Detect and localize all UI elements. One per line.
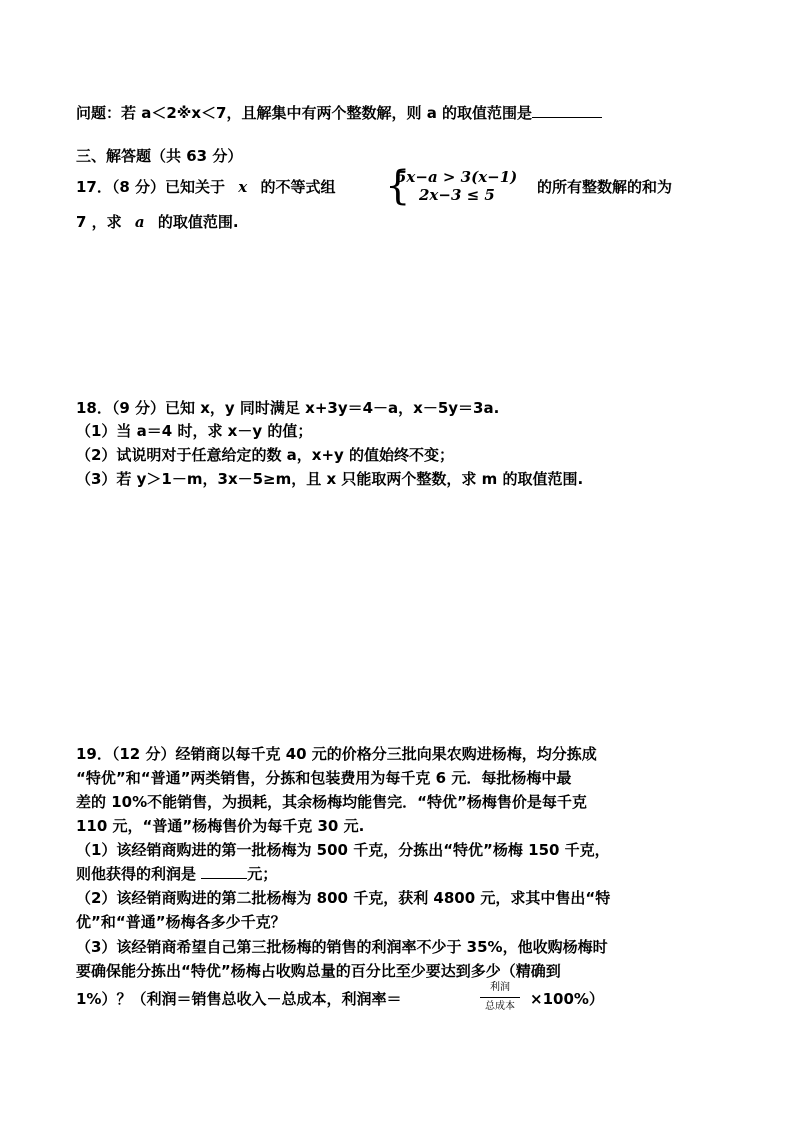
- question-19-part-2-cont: 优”和“普通”杨梅各多少千克？: [76, 913, 286, 931]
- question-18-part-3: （3）若 y＞1－m，3x－5≥m，且 x 只能取两个整数，求 m 的取值范围.: [76, 470, 584, 488]
- question-17-line-2: [76, 212, 239, 232]
- question-18-line-1: 18．（9 分）已知 x，y 同时满足 x+3y＝4－a，x－5y＝3a.: [76, 399, 500, 417]
- q17-line2-suffix: 的取值范围.: [157, 213, 239, 231]
- question-16-text: 问题：若 a＜2※x＜7，且解集中有两个整数解，则 a 的取值范围是: [76, 104, 533, 122]
- question-19-part-1-answer-line: [76, 864, 277, 884]
- fraction-numerator: 利润: [490, 982, 510, 993]
- q17-mid: 的不等式组: [260, 178, 336, 196]
- variable-x: x: [238, 178, 248, 196]
- q19-profit-prefix: 则他获得的利润是: [76, 865, 197, 883]
- inequality-row-1: 5x−a > 3(x−1): [396, 168, 518, 186]
- question-19-formula-suffix: ×100%）: [530, 990, 604, 1008]
- inequality-system: [385, 163, 535, 209]
- question-19-part-1: （1）该经销商购进的第一批杨梅为 500 千克，分拣出“特优”杨梅 150 千克，: [76, 841, 610, 859]
- inequality-row-2: 2x−3 ≤ 5: [419, 186, 495, 204]
- section-heading: 三、解答题（共 63 分）: [76, 147, 243, 165]
- question-18-part-2: （2）试说明对于任意给定的数 a，x+y 的值始终不变；: [76, 446, 455, 464]
- variable-a: a: [134, 213, 145, 231]
- q19-profit-suffix: 元；: [247, 865, 278, 883]
- question-19-part-2: （2）该经销商购进的第二批杨梅为 800 千克，获利 4800 元，求其中售出“特: [76, 889, 611, 907]
- q17-line2-prefix: 7 ，求: [76, 213, 122, 231]
- question-19-line-2: “特优”和“普通”两类销售，分拣和包装费用为每千克 6 元．每批杨梅中最: [76, 769, 572, 787]
- question-16-line: [76, 103, 602, 123]
- fraction-bar: [480, 997, 520, 998]
- question-19-line-1: 19．（12 分）经销商以每千克 40 元的价格分三批向果农购进杨梅，均分拣成: [76, 745, 597, 763]
- question-19-part-3-cont: 要确保能分拣出“特优”杨梅占收购总量的百分比至少要达到多少（精确到: [76, 962, 561, 980]
- question-19-line-4: 110 元，“普通”杨梅售价为每千克 30 元.: [76, 817, 365, 835]
- question-18-part-1: （1）当 a＝4 时，求 x－y 的值；: [76, 422, 313, 440]
- question-19-line-3: 差的 10%不能销售，为损耗，其余杨梅均能售完．“特优”杨梅售价是每千克: [76, 793, 587, 811]
- profit-answer-blank[interactable]: [201, 864, 247, 879]
- q17-prefix: 17．（8 分）已知关于: [76, 178, 226, 196]
- q17-suffix: 的所有整数解的和为: [537, 178, 673, 196]
- fraction-denominator: 总成本: [485, 1001, 515, 1012]
- left-brace-icon: {: [385, 163, 411, 209]
- question-17-line-1: [76, 177, 335, 197]
- question-19-part-3: （3）该经销商希望自己第三批杨梅的销售的利润率不少于 35%，他收购杨梅时: [76, 938, 608, 956]
- profit-rate-fraction: [478, 981, 522, 1017]
- question-19-part-3-formula-prefix: 1%）？（利润＝销售总收入－总成本，利润率＝: [76, 990, 402, 1008]
- answer-blank[interactable]: [532, 103, 602, 118]
